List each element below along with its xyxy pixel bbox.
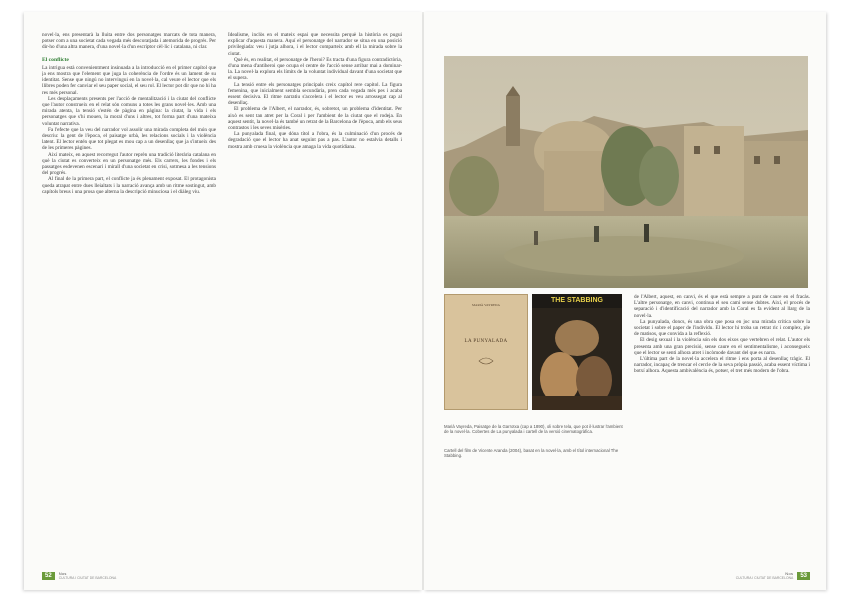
left-footer [42,571,116,580]
body-paragraph: L'última part de la novel·la accelera el ritme i ens porta al desenllaç tràgic. El narrador, incapaç de trencar el cercle de la seva pròpia passió, acaba essent víctima i botxí alhora. Aquesta ambivalència és, potser, el tret més modern de l'obra. [634,356,810,375]
right-footer [736,571,810,580]
footer-name: Nos [785,571,794,576]
footer-sub: CULTURA I CIUTAT DE BARCELONA [58,576,117,580]
body-paragraph: Què és, en realitat, el personatge de l'heroi? Es tracta d'una figura contradictòria, d'una mena d'antiheroi que ocupa el centre de l'acció sense arribar mai a dominar-la. La novel·la explora els límits de la voluntat individual davant d'una societat que el supera. [228,56,402,82]
body-paragraph: El problema de l'Albert, el narrador, és, sobretot, un problema d'identitat. Per això es sent tan atret per la Coral i per l'ambient de la ciutat que el rodeja. En aquest sentit, la novel·la és també un retrat de la Barcelona de l'època, amb els seus contrastos i les seves misèries. [228,106,402,132]
footer-text [736,571,794,580]
left-page [24,12,422,590]
right-page [424,12,826,590]
page-number: 52 [42,572,55,580]
book-author: MARIÀ VAYREDA [472,303,500,307]
body-paragraph: Idealisme, inclòs en el mateix espai que necessita perquè la història es pugui explicar d'aquesta manera. Aquí el personatge del narrador se situa en una posició privilegiada: veu i jutja alhora, i el lector comparteix amb ell la mirada sobre la ciutat. [228,32,402,57]
film-poster [532,294,622,410]
painting-image [444,56,808,288]
right-column [634,294,810,562]
intro-paragraph: novel·la, ens presentarà la lluita entre dos personatges marcats de tota manera, potser com a una societat cada vegada més descoratjada i atemorida de progrés. Per dir-ho d'una altra manera, d'una novel·la d'un escriptor cèl·lic i catalana, ni clar. [42,32,216,51]
page-number: 53 [797,572,810,580]
body-paragraph: La punyalada, doncs, és una obra que posa en joc una mirada crítica sobre la societat i sobre el paper de l'individu. El lector hi troba un retrat ric i complex, ple de matisos, que convida a la reflexió. [634,318,810,338]
left-column-1 [42,32,216,552]
body-paragraph: de l'Albert, aquest, en canvi, és el que està sempre a punt de caure en el fracàs. L'altre personatge, en canvi, continua el seu camí sense dubtes. Així, el procés de separació i d'identificació del narrador amb la Coral es fa evident al llarg de la novel·la. [634,294,810,319]
caption-right: Cartell del film de Vicente Aranda (2004), basat en la novel·la, amb el títol internacional The Stabbing. [444,448,619,459]
poster-title: THE STABBING [551,297,603,304]
body-paragraph: Al final de la primera part, el conflicte ja és plenament exposat. El protagonista queda atrapat entre dues lleialtats i la narració avança amb un ritme sostingut, amb capítols breus i una prosa que alterna la descripció minuciosa i el diàleg viu. [42,176,216,195]
book-cover-la-punyalada [444,294,528,410]
body-paragraph: El desig sexual i la violència són els dos eixos que vertebren el relat. L'autor els presenta amb una gran precisió, sense caure en el sentimentalisme, i aconsegueix que el lector se senti alhora atret i incòmode davant del que es narra. [634,337,810,356]
ornament-icon [478,355,494,367]
footer-text [59,571,117,580]
body-paragraph: La intrigua està convenientment insinuada a la introducció en el primer capítol que ja ens mostra que l'element que juga la coherència de l'ordre és un lament de su identitat. Sense que ningú no intervingui en la novel·la, cal veure el lector que els llibres poden fer canviar el seu paper social, el seu rol. El lector pot dir que no hi ha res més personal. [42,64,216,96]
caption-left: Marià Vayreda, Paisatge de la Garrotxa (cap a 1890), oli sobre tela, que pot il·lustrar l'ambient de la novel·la. Cobertes de La punyalada i cartell de la versió cinematogràfica. [444,424,623,435]
section-title: El conflicte [42,56,69,63]
body-paragraph: Les desplaçaments presents per l'acció de mentalització i la ciutat del conflicte que l'autor construeix en el relat són comuns a totes les grans novel·les. Amb una mirada atenta, la tensió s'estén de pàgina en pàgina: la ciutat, la vida i els personatges que s'hi mouen, la moral d'uns i altres, tot forma part d'una mateixa voluntat narrativa. [42,95,216,127]
poster-art [532,308,622,410]
body-paragraph: Fa l'efecte que la veu del narrador vol assolir una mirada completa del món que descriu: la gent de l'època, el paisatge urbà, les relacions socials i la violència latent. El lector entén que tot plegat es mou cap a un desenllaç que ja s'intueix des de les primeres pàgines. [42,126,216,152]
footer-sub: CULTURA I CIUTAT DE BARCELONA [735,576,794,580]
book-title: LA PUNYALADA [464,339,508,344]
body-paragraph: Així mateix, en aquest recorregut l'autor reprèn una tradició literària catalana en què la ciutat es converteix en un personatge més. Els carrers, les fondes i els passatges esdevenen escenari i mirall d'una societat en crisi, sotmesa a les tensions del progrés. [42,151,216,177]
body-paragraph: La tensió entre els personatges principals creix capítol rere capítol. La figura femenina, que inicialment sembla secundària, pren cada vegada més pes i acaba essent decisiva. El ritme narratiu s'accelera i el lector es veu arrossegat cap al desenllaç. [228,81,402,107]
painting-svg [444,56,808,288]
left-column-2 [228,32,402,552]
body-paragraph: La punyalada final, que dóna títol a l'obra, és la culminació d'un procés de degradació que el lector ha anat seguint pas a pas. L'autor no estalvia detalls i mostra amb cruesa la violència que amaga la vida quotidiana. [228,131,402,150]
footer-name: Nos [58,571,67,576]
